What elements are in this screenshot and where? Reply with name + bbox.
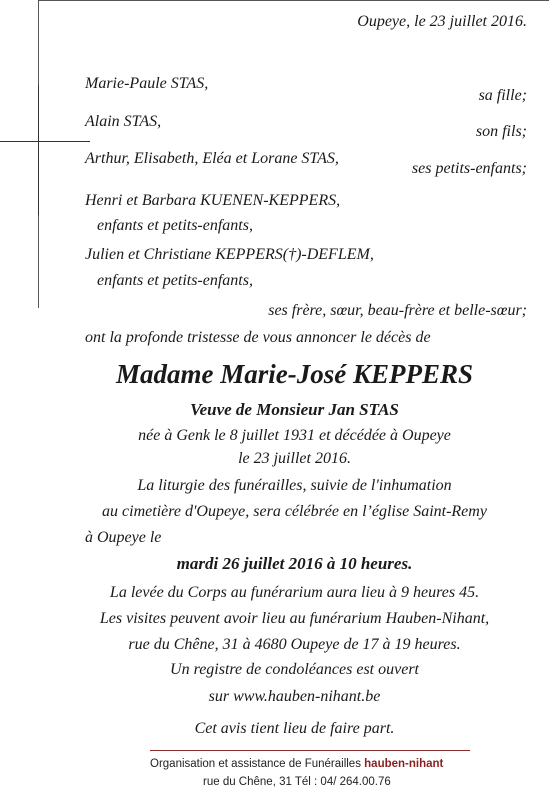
visits-line2: rue du Chêne, 31 à 4680 Oupeye de 17 à 19 heures. bbox=[128, 636, 461, 653]
family-row1-relation: sa fille; bbox=[478, 87, 527, 104]
ceremony-date: mardi 26 juillet 2016 à 10 heures. bbox=[176, 554, 413, 573]
footer-address: rue du Chêne, 31 Tél : 04/ 264.00.76 bbox=[203, 776, 391, 788]
birth-death-line1: née à Genk le 8 juillet 1931 et décédée à Oupeye bbox=[138, 427, 451, 444]
family-row4-name: Henri et Barbara KUENEN-KEPPERS, bbox=[85, 192, 341, 209]
frame-top-border bbox=[38, 0, 549, 1]
family-row3-relation: ses petits-enfants; bbox=[411, 160, 527, 177]
cross-horizontal-bar bbox=[0, 141, 90, 142]
place-date: Oupeye, le 23 juillet 2016. bbox=[357, 13, 527, 30]
birth-death-line2: le 23 juillet 2016. bbox=[238, 450, 351, 467]
liturgy-line3: à Oupeye le bbox=[85, 529, 162, 546]
footer-brand: hauben-nihant bbox=[364, 758, 444, 770]
family-row6-relation: ses frère, sœur, beau-frère et belle-sœur; bbox=[268, 302, 527, 319]
cross-vertical-bar bbox=[38, 85, 39, 215]
footer-org-prefix: Organisation et assistance de Funérailles bbox=[150, 758, 361, 770]
family-row4-sub: enfants et petits-enfants, bbox=[97, 217, 253, 234]
family-row5-sub: enfants et petits-enfants, bbox=[97, 272, 253, 289]
family-row2-name: Alain STAS, bbox=[85, 113, 162, 130]
liturgy-line1: La liturgie des funérailles, suivie de l'inhumation bbox=[137, 477, 452, 494]
family-row3-name: Arthur, Elisabeth, Eléa et Lorane STAS, bbox=[85, 150, 339, 167]
register-line1: Un registre de condoléances est ouvert bbox=[170, 661, 419, 678]
family-row2-relation: son fils; bbox=[475, 123, 527, 140]
family-row1-name: Marie-Paule STAS, bbox=[85, 75, 209, 92]
footer-organisation bbox=[150, 758, 443, 770]
liturgy-line2: au cimetière d'Oupeye, sera célébrée en l’église Saint-Remy bbox=[102, 503, 487, 520]
widow-of: Veuve de Monsieur Jan STAS bbox=[190, 400, 399, 419]
deceased-name: Madame Marie-José KEPPERS bbox=[115, 359, 473, 389]
family-row5-name: Julien et Christiane KEPPERS(†)-DEFLEM, bbox=[85, 246, 374, 263]
levee-line: La levée du Corps au funérarium aura lieu à 9 heures 45. bbox=[109, 584, 480, 601]
closing-line: Cet avis tient lieu de faire part. bbox=[194, 720, 395, 737]
announcement-intro: ont la profonde tristesse de vous annoncer le décès de bbox=[85, 329, 431, 346]
visits-line1: Les visites peuvent avoir lieu au funérarium Hauben-Nihant, bbox=[99, 610, 490, 627]
register-line2: sur www.hauben-nihant.be bbox=[208, 688, 381, 705]
footer-divider bbox=[150, 750, 470, 751]
